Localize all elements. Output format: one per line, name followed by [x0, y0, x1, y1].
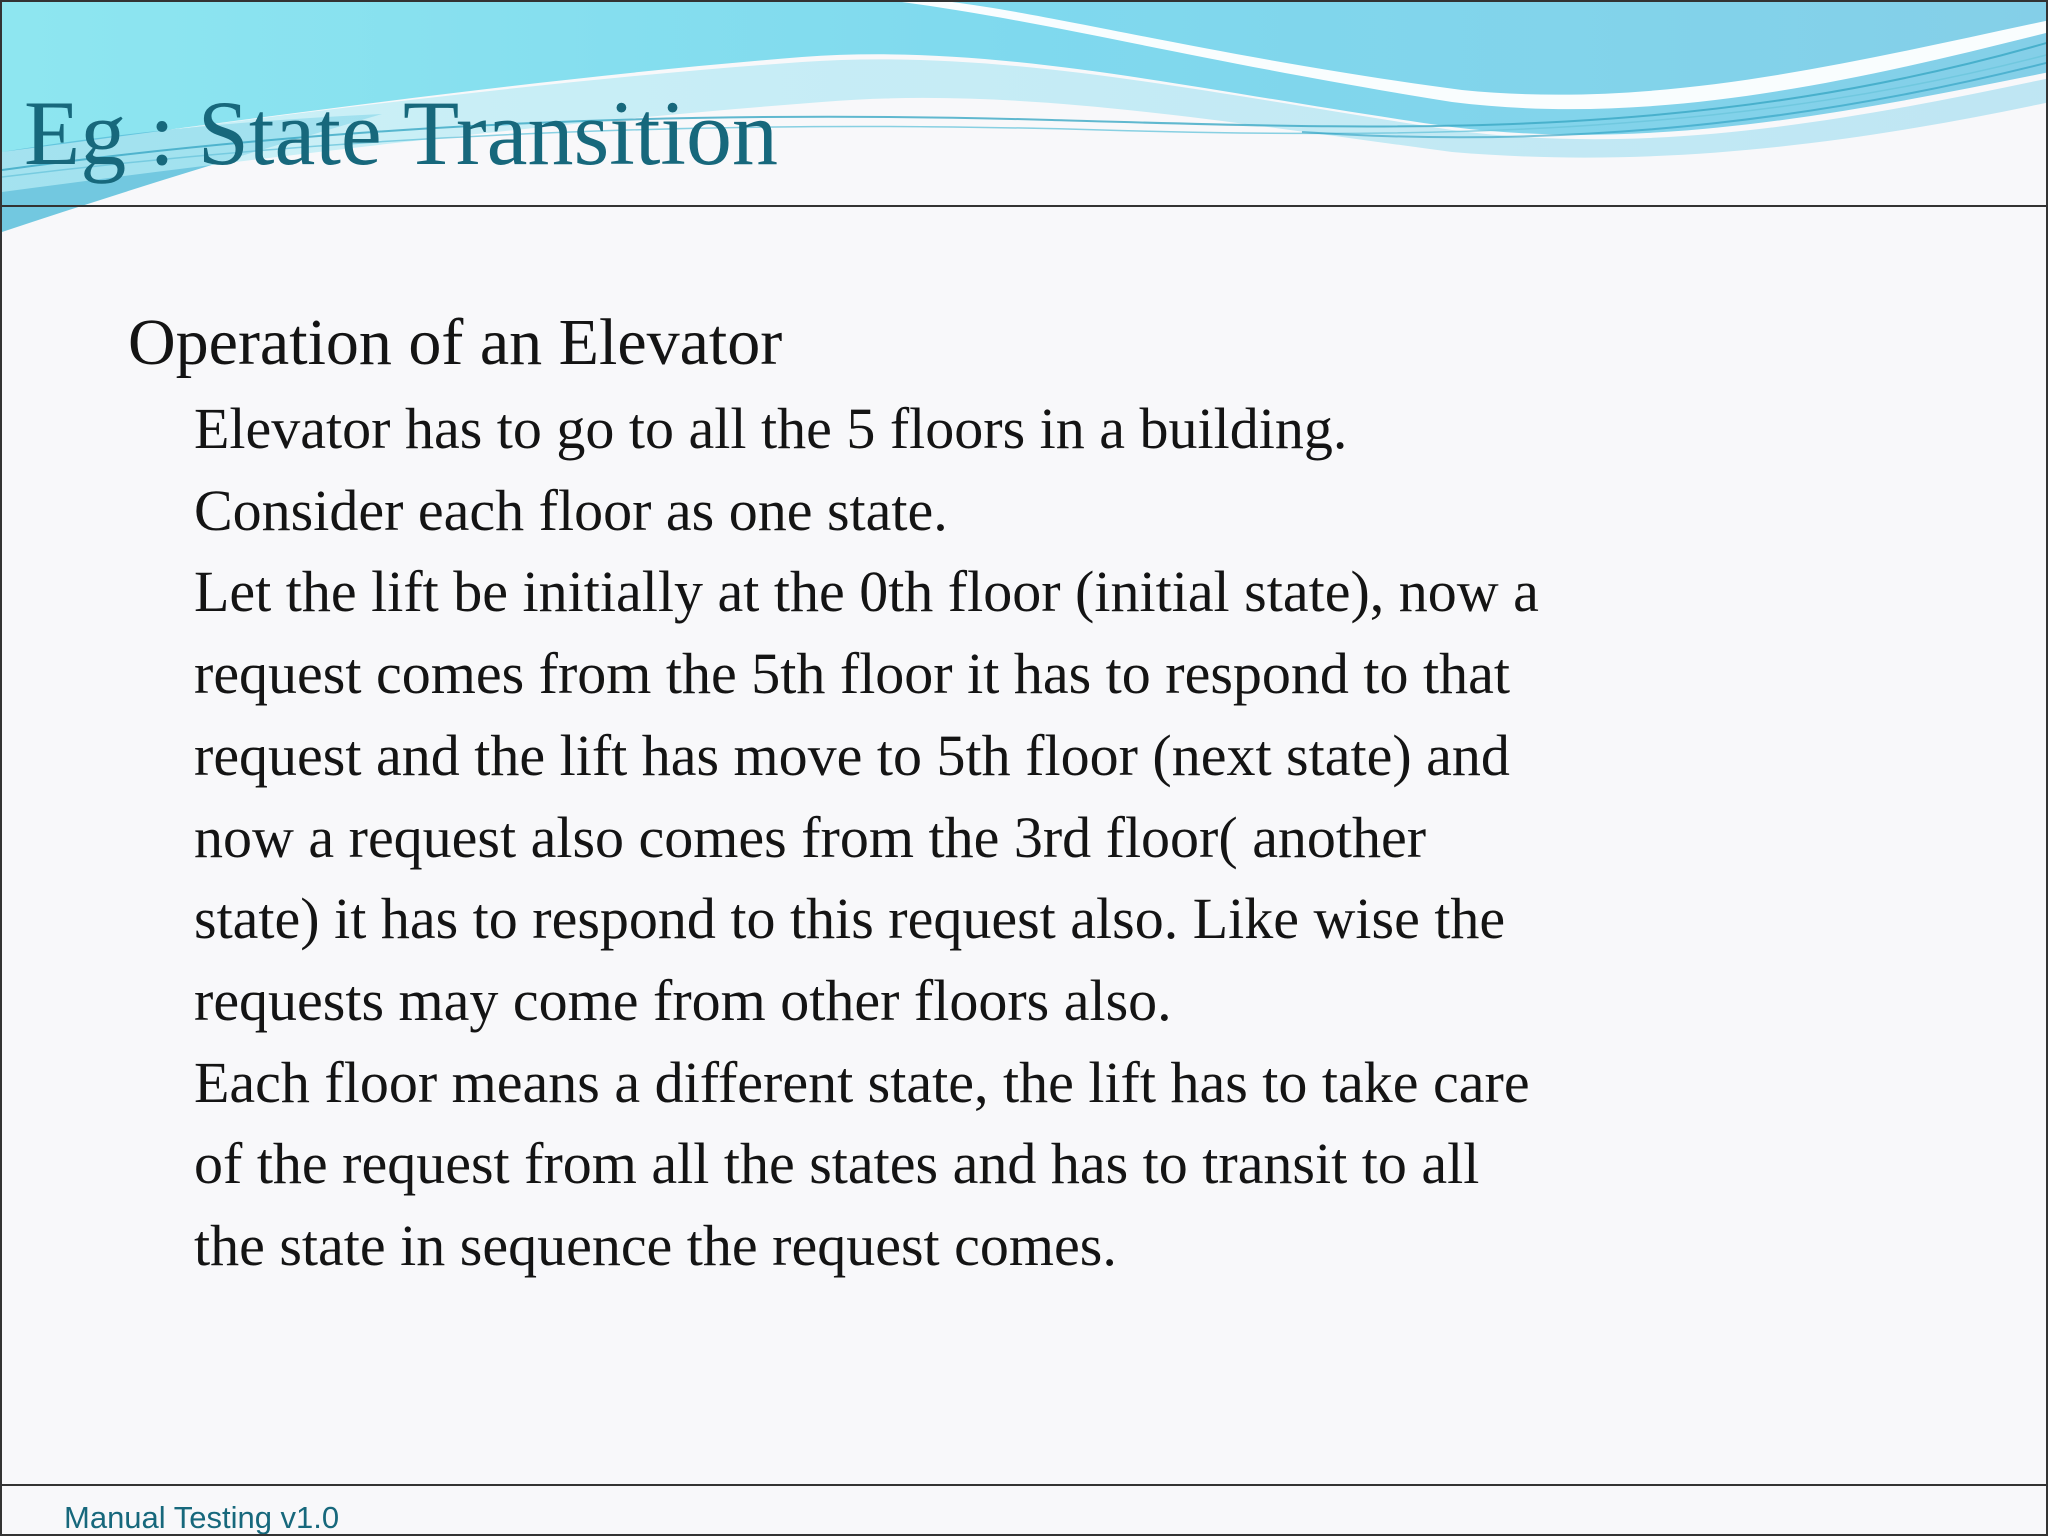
body-line: Elevator has to go to all the 5 floors in a building.	[194, 396, 1348, 461]
body-line: Let the lift be initially at the 0th floor (initial state), now a	[194, 559, 1539, 625]
body-line: now a request also comes from the 3rd floor( another	[194, 804, 1427, 870]
body-line: Consider each floor as one state.	[194, 477, 948, 543]
body-line: the state in sequence the request comes.	[194, 1213, 1117, 1279]
slide-title: Eg : State Transition	[24, 82, 778, 184]
footer-text: Manual Testing v1.0	[64, 1500, 340, 1535]
body-line: requests may come from other floors also.	[194, 967, 1172, 1033]
slide-heading: Operation of an Elevator	[128, 306, 783, 379]
footer-divider	[2, 1484, 2048, 1486]
body-text	[194, 388, 1539, 1287]
body-line: request and the lift has move to 5th floor (next state) and	[194, 722, 1510, 788]
title-divider	[2, 205, 2048, 207]
body-line: state) it has to respond to this request also. Like wise the	[194, 886, 1506, 952]
body-line: of the request from all the states and has to transit to all	[194, 1131, 1480, 1197]
body-line: request comes from the 5th floor it has to respond to that	[194, 641, 1510, 707]
body-line: Each floor means a different state, the lift has to take care	[194, 1049, 1530, 1115]
